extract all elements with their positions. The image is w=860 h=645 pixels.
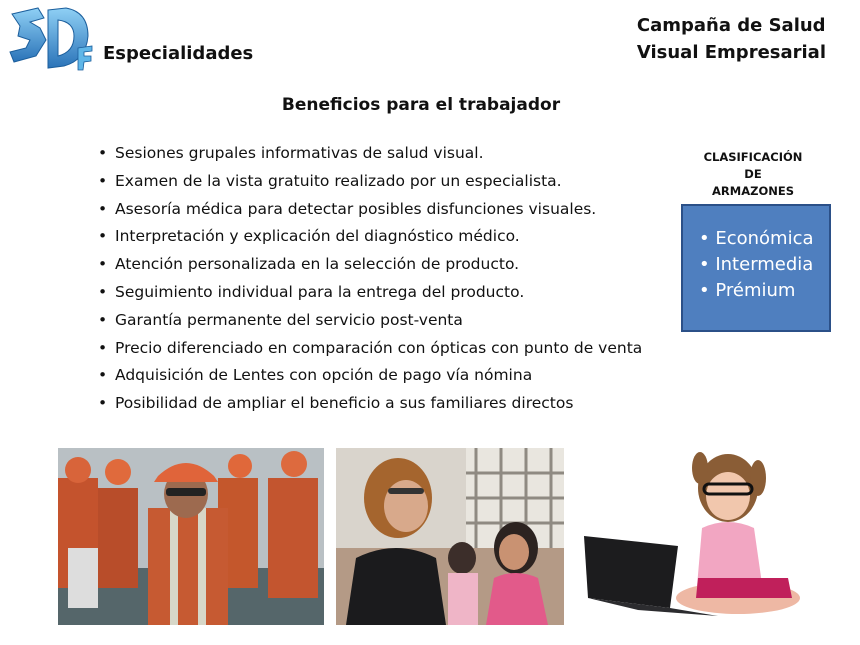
girl-laptop-photo <box>578 448 812 626</box>
benefits-list <box>98 140 642 418</box>
campaign-title <box>637 12 826 66</box>
workers-photo <box>58 448 324 625</box>
benefit-item: • Seguimiento individual para la entrega del producto. <box>98 279 642 307</box>
frame-classification-title <box>690 149 816 200</box>
benefit-item: • Adquisición de Lentes con opción de pago vía nómina <box>98 362 642 390</box>
benefit-item: • Interpretación y explicación del diagnóstico médico. <box>98 223 642 251</box>
classification-title-line1: CLASIFICACIÓN <box>703 150 803 164</box>
benefit-item: • Precio diferenciado en comparación con ópticas con punto de venta <box>98 335 642 363</box>
frame-option-premium: • Prémium <box>683 278 829 304</box>
benefit-item: • Atención personalizada en la selección de producto. <box>98 251 642 279</box>
classification-title-line2: DE <box>744 167 762 181</box>
classification-title-line3: ARMAZONES <box>712 184 794 198</box>
frame-classification-box <box>681 204 831 332</box>
benefit-item: • Sesiones grupales informativas de salud visual. <box>98 140 642 168</box>
company-logo <box>8 4 94 74</box>
frame-option-intermedia: • Intermedia <box>683 252 829 278</box>
benefit-item: • Garantía permanente del servicio post-venta <box>98 307 642 335</box>
frame-option-economica: • Económica <box>683 226 829 252</box>
page-title: Beneficios para el trabajador <box>281 95 561 115</box>
eye-exam-photo <box>336 448 564 625</box>
campaign-title-line2: Visual Empresarial <box>636 42 826 63</box>
benefit-item: • Asesoría médica para detectar posibles disfunciones visuales. <box>98 196 642 224</box>
brand-label: Especialidades <box>103 43 254 64</box>
benefit-item: • Posibilidad de ampliar el beneficio a sus familiares directos <box>98 390 642 418</box>
benefit-item: • Examen de la vista gratuito realizado por un especialista. <box>98 168 642 196</box>
campaign-title-line1: Campaña de Salud <box>636 15 826 36</box>
